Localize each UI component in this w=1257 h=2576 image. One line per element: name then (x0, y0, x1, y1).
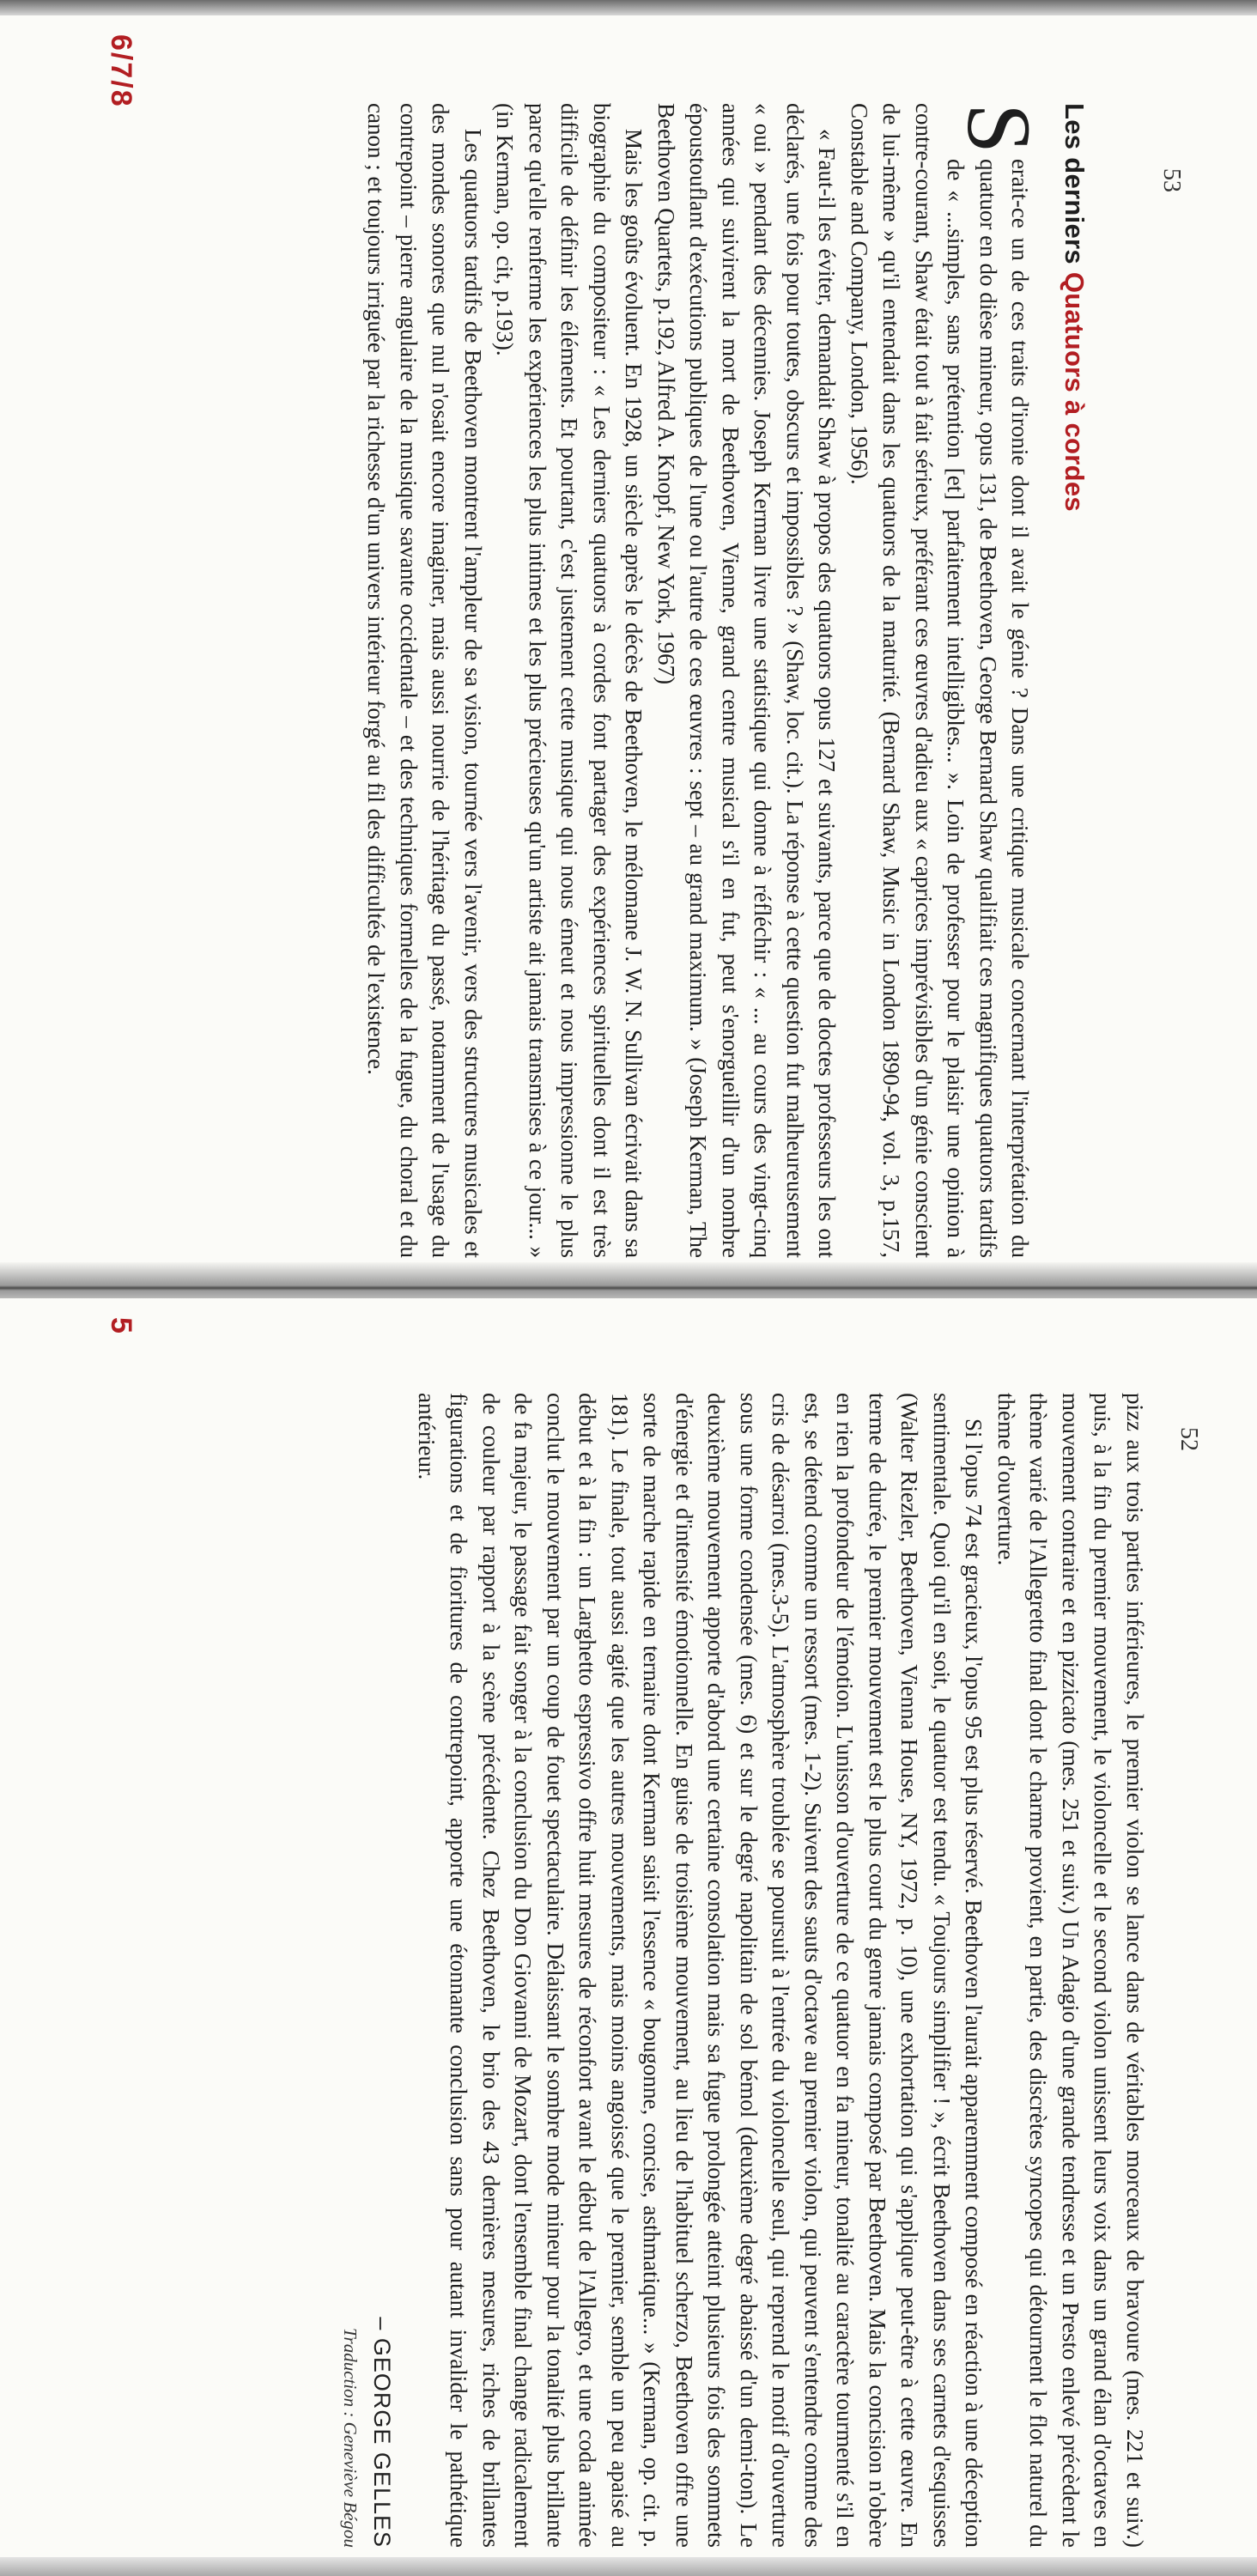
paragraph-3: Mais les goûts évoluent. En 1928, un siècle après le décès de Beethoven, le mélomane J. W. N. Sullivan écrivait dans sa biographie du compositeur : « Les derniers quatuors à cordes font partager des expériences spirituelles dont il est très difficile de définir les éléments. Et pourtant, c'est justement cette musique qui nous émeut et nous impressionne le plus parce qu'elle renferme les expériences les plus intimes et les plus précieuses qu'un artiste ait jamais transmises à ce jour... » (in Kerman, op. cit, p.193). (492, 103, 647, 1258)
page-edge-shadow-bottom (0, 2557, 1257, 2576)
paragraph-1-text: erait-ce un de ces traits d'ironie dont il avait le génie ? Dans une critique musicale concernant l'interprétation du quatuor en do dièse mineur, opus 131, de Beethoven, George Bernard Shaw qualifiait ces magnifiques quatuors tardifs de « ...simples, sans prétention [et] parfaitement intelligibles... ». Loin de professer pour le plaisir une opinion à contre-courant, Shaw était tout à fait sérieux, préférant ces œuvres d'adieu aux « caprices imprévisibles d'un génie conscient de lui-même » qu'il entendait dans les quatuors de la maturité. (Bernard Shaw, Music in London 1890-94, vol. 3, p.157, Constable and Company, London, 1956). (847, 103, 1034, 1258)
section-numbers: 6/7/8 (105, 34, 137, 108)
page-52 (0, 1298, 1257, 2576)
title-part-2: Quatuors à cordes (1060, 271, 1090, 512)
page-number-left: 52 (1175, 1427, 1202, 1451)
title-part-1: Les derniers (1060, 103, 1090, 264)
paragraph-1 (843, 103, 1050, 1258)
article-title (1059, 103, 1091, 1258)
right-page-body (103, 103, 1090, 1258)
page-53 (0, 0, 1257, 1278)
paragraph-1: pizz aux trois parties inférieures, le premier violon se lance dans de véritables morceaux de bravoure (mes. 221 et suiv.) puis, à la fin du premier mouvement, le violoncelle et le second violon unissent leurs voix dans un grand élan d'octaves en mouvement contraire et en pizzicato (mes. 251 et suiv.) Un Adagio d'une grande tendresse et un Presto enlevé précèdent le thème varié de l'Allegretto final dont le charme provient, en partie, des discrètes syncopes qui détournent le flot naturel du thème d'ouverture. (993, 1393, 1148, 2548)
author-signature: – GEORGE GELLES (369, 2317, 396, 2548)
paragraph-4: Les quatuors tardifs de Beethoven montrent l'ampleur de sa vision, tournée vers l'avenir, vers des structures musicales et des mondes sonores que nul n'osait encore imaginer, mais aussi nourrie de l'héritage du passé, notamment de l'usage du contrepoint – pierre angulaire de la musique savante occidentale – et des techniques formelles de la fugue, du choral et du canon ; et toujours irriguée par la richesse d'un univers intérieur forgé au fil des difficultés de l'existence. (363, 103, 486, 1258)
section-number-left: 5 (105, 1317, 137, 1335)
dropcap-letter: S (949, 103, 1050, 154)
translator-credit: Traduction : Geneviève Bégou (340, 2328, 361, 2548)
page-edge-shadow (0, 0, 1257, 15)
paragraph-2: Si l'opus 74 est gracieux, l'opus 95 est plus réservé. Beethoven l'aurait apparemment composé en réaction à une déception sentimentale. Quoi qu'il en soit, le quatuor est tendu. « Toujours simplifier ! », écrit Beethoven dans ses carnets d'esquisses (Walter Riezler, Beethoven, Vienna House, NY, 1972, p. 10), une exhortation qui s'applique peut-être à cette œuvre. En terme de durée, le premier mouvement est le plus court du genre jamais composé par Beethoven. Mais la concision n'obère en rien la profondeur de l'émotion. L'unisson d'ouverture de ce quatuor en fa mineur, tonalité au caractère tourmenté s'il en est, se détend comme un ressort (mes. 1-2). Suivent des sauts d'octave au premier violon, qui peuvent s'entendre comme des cris de désarroi (mes.3-5). L'atmosphère troublée se poursuit à l'entrée du violoncelle seul, qui reprend le motif d'ouverture sous une forme condensée (mes. 6) et sur le degré napolitain de sol bémol (deuxième degré abaissé d'un demi-ton). Le deuxième mouvement apporte d'abord une certaine consolation mais sa fugue prolongée atteint plusieurs fois des sommets d'énergie et d'intensité émotionnelle. En guise de troisième mouvement, au lieu de l'habituel scherzo, Beethoven offre une sorte de marche rapide en ternaire dont Kerman saisit l'essence « bougonne, concise, asthmatique... » (Kerman, op. cit. p. 181). Le finale, tout aussi agité que les autres mouvements, mais moins angoissé que le premier, semble un peu apaisé au début et à la fin : un Larghetto espressivo offre huit mesures de réconfort avant le début de l'Allegro, et une coda animée conclut le mouvement par un coup de fouet spectaculaire. Délaissant le sombre mode mineur pour la tonalité plus brillante de fa majeur, le passage fait songer à la conclusion du Don Giovanni de Mozart, dont l'ensemble final change radicalement de couleur par rapport à la scène précédente. Chez Beethoven, le brio des 43 dernières mesures, riches de brillantes figurations et de fioritures de contrepoint, apporte une étonnante conclusion sans pour autant invalider le pathétique antérieur. (414, 1393, 987, 2548)
left-page-body (120, 1393, 1151, 2548)
paragraph-2: « Faut-il les éviter, demandait Shaw à propos des quatuors opus 127 et suivants, parce que de doctes professeurs les ont déclarés, une fois pour toutes, obscurs et impossibles ? » (Shaw, loc. cit.). La réponse à cette question fut malheureusement « oui » pendant des décennies. Joseph Kerman livre une statistique qui donne à réfléchir : « ... au cours des vingt-cinq années qui suivirent la mort de Beethoven, Vienne, grand centre musical s'il en fut, peut s'enorgueillir d'un nombre époustouflant d'exécutions publiques de l'une ou l'autre de ces œuvres : sept – au grand maximum. » (Joseph Kerman, The Beethoven Quartets, p.192, Alfred A. Knopf, New York, 1967) (653, 103, 841, 1258)
page-number-right: 53 (1158, 168, 1185, 192)
